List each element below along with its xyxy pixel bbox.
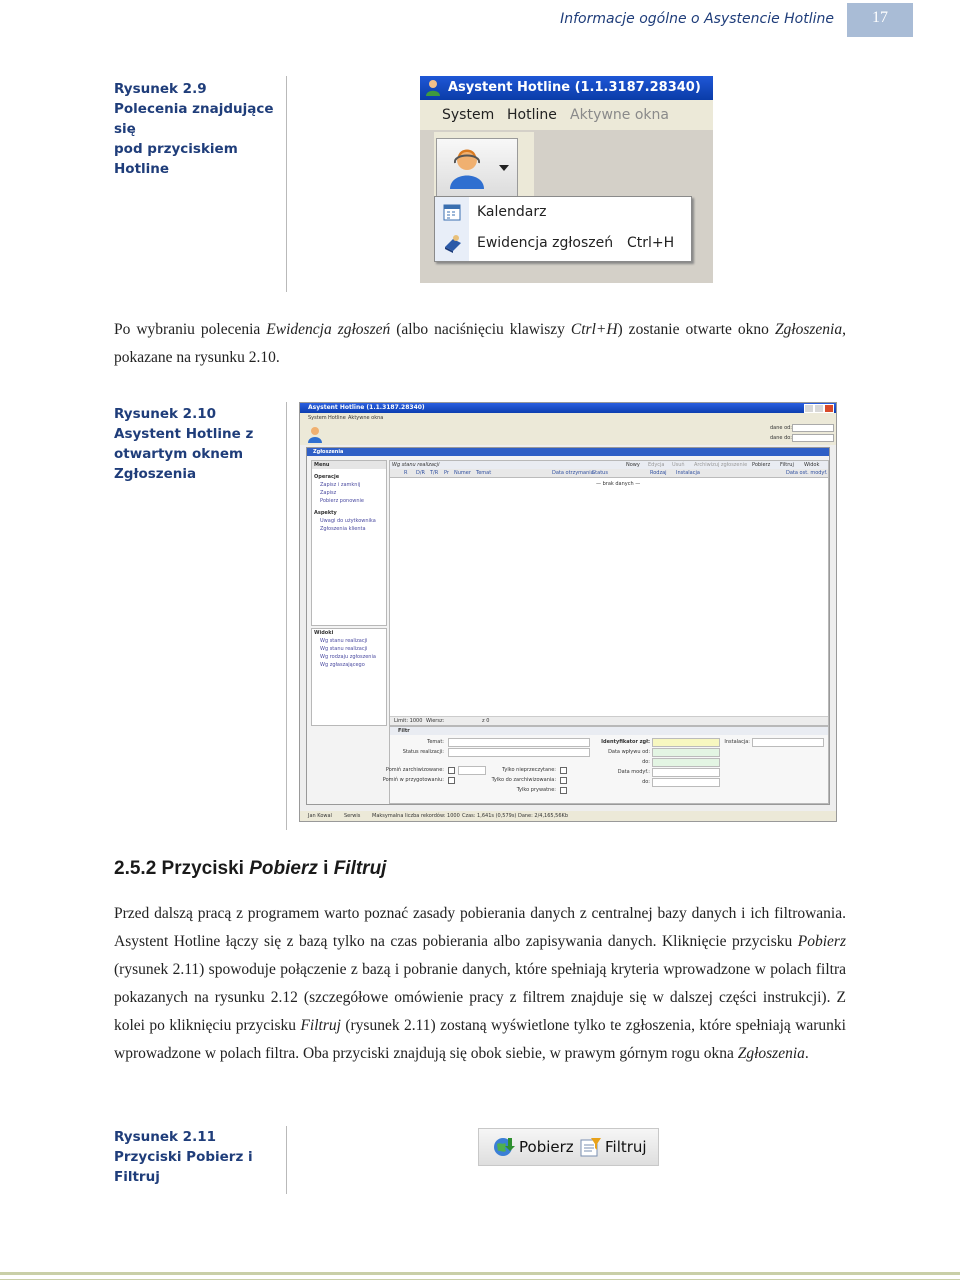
caption-divider <box>286 1126 287 1194</box>
instalacja-input[interactable] <box>752 738 824 747</box>
section-text-italic: Pobierz <box>249 858 318 879</box>
pomin-zarch-checkbox[interactable] <box>448 767 455 774</box>
view-button[interactable]: Widok <box>804 462 820 468</box>
figure-2-10-label: Rysunek 2.10 <box>114 406 216 422</box>
views-panel <box>311 628 387 726</box>
status-input[interactable] <box>448 748 590 757</box>
column-header[interactable]: Status <box>592 470 608 476</box>
section-text: Przyciski <box>156 858 250 879</box>
filter-label: Instalacja: <box>724 739 750 745</box>
page-number: 17 <box>847 3 913 37</box>
grid-toolbar <box>390 461 828 469</box>
pobierz-label: Pobierz <box>519 1138 574 1156</box>
filter-label: do: <box>642 759 650 765</box>
section-text-italic: Filtruj <box>333 858 387 879</box>
filter-label: Pomiń w przygotowaniu: <box>382 777 444 783</box>
hotline-user-icon[interactable] <box>306 425 324 443</box>
figure-2-10-screenshot <box>299 402 837 822</box>
menu-header[interactable]: Menu <box>312 461 386 469</box>
pobierz-button[interactable]: Pobierz <box>752 462 771 468</box>
grid-header <box>390 469 828 478</box>
date-to-label: dane do: <box>770 435 792 441</box>
text-italic: Ewidencja zgłoszeń <box>266 321 391 338</box>
app-title: Asystent Hotline (1.1.3187.28340) <box>448 80 701 95</box>
app-menubar <box>420 100 713 130</box>
column-header[interactable]: Numer <box>454 470 471 476</box>
status-max-records: Maksymalna liczba rekordów: 1000 <box>372 813 460 819</box>
footer-rule-thin <box>0 1279 960 1280</box>
text-italic: Zgłoszenia <box>737 1045 805 1062</box>
figure-2-9-caption-line: pod przyciskiem Hotline <box>114 141 238 177</box>
pager-row-label: Wiersz: <box>426 718 445 724</box>
operations-panel <box>311 460 387 626</box>
running-header-title: Informacje ogólne o Asystencie Hotline <box>560 11 834 27</box>
date-received-to-input[interactable] <box>652 758 720 767</box>
pager-of: z 0 <box>482 718 490 724</box>
column-header[interactable]: R <box>404 470 408 476</box>
text-italic: Filtruj <box>300 1017 341 1034</box>
new-button[interactable]: Nowy <box>626 462 640 468</box>
menu-item-ewidencja-zgloszen[interactable]: Ewidencja zgłoszeń <box>477 235 614 251</box>
text-italic: Zgłoszenia <box>774 321 843 338</box>
caption-divider <box>286 76 287 292</box>
archive-button[interactable]: Archiwizuj zgłoszenie <box>694 462 748 468</box>
pager-limit: Limit: 1000 <box>394 718 423 724</box>
column-header[interactable]: Data ost. modyf. <box>786 470 828 476</box>
book-icon <box>443 233 463 253</box>
menu-system[interactable]: System <box>308 415 327 421</box>
tylko-zarch-checkbox[interactable] <box>560 777 567 784</box>
date-received-from-input[interactable] <box>652 748 720 757</box>
aspects-header: Aspekty <box>312 509 386 517</box>
column-header[interactable]: Instalacja <box>676 470 700 476</box>
status-timing: Czas: 1,641s (0,579s) Dane: 2/4,165,56Kb <box>462 813 568 819</box>
zgloszenia-window <box>306 447 830 805</box>
filter-title <box>390 727 828 735</box>
section-text: i <box>317 858 334 879</box>
pomin-zarch-input[interactable] <box>458 766 486 775</box>
filter-label: Data wpływu od: <box>608 749 650 755</box>
menu-item-kalendarz[interactable]: Kalendarz <box>477 204 547 220</box>
aspect-item[interactable]: Uwagi do użytkownika <box>320 518 376 524</box>
hotline-dropdown-menu <box>434 196 692 262</box>
date-from-label: dane od: <box>770 425 792 431</box>
section-number: 2.5.2 <box>114 858 157 879</box>
filter-label: Tylko do zarchiwizowania: <box>491 777 556 783</box>
section-heading <box>114 858 386 880</box>
filter-label: Data modyf.: <box>617 769 650 775</box>
filter-label: Status realizacji: <box>402 749 444 755</box>
filtruj-label: Filtruj <box>605 1138 647 1156</box>
tylko-nieprz-checkbox[interactable] <box>560 767 567 774</box>
hotline-button[interactable] <box>436 138 518 198</box>
calendar-icon <box>443 203 461 221</box>
filtruj-button[interactable] <box>579 1136 651 1158</box>
status-user: Jan Kowal <box>308 813 332 819</box>
filter-label: Tylko nieprzeczytane: <box>502 767 556 773</box>
text: ) zostanie otwarte okno <box>617 321 775 338</box>
app-titlebar <box>420 76 713 100</box>
filter-label: Tylko prywatne: <box>516 787 556 793</box>
menu-hotline[interactable]: Hotline <box>328 415 346 421</box>
figure-2-11-label: Rysunek 2.11 <box>114 1129 216 1145</box>
text-italic: Pobierz <box>797 933 846 950</box>
menu-active-windows[interactable]: Aktywne okna <box>570 107 669 123</box>
filter-title-text: Filtr <box>398 728 410 734</box>
date-from-input[interactable] <box>792 424 834 432</box>
maximize-button[interactable] <box>814 404 824 413</box>
minimize-button[interactable] <box>804 404 814 413</box>
pobierz-button[interactable] <box>493 1136 574 1158</box>
filter-icon <box>579 1136 601 1158</box>
delete-button[interactable]: Usuń <box>672 462 685 468</box>
app-title: Asystent Hotline (1.1.3187.28340) <box>308 404 425 411</box>
view-item[interactable]: Wg stanu realizacji <box>320 646 368 652</box>
filter-label: Pomiń zarchiwizowane: <box>385 767 444 773</box>
figure-2-9-caption <box>114 79 284 179</box>
text: , pokazane na rysunku 2.10. <box>114 321 846 366</box>
date-modified-to-input[interactable] <box>652 778 720 787</box>
figure-2-10-caption-line: otwartym oknem <box>114 446 244 462</box>
figure-2-9-label: Rysunek 2.9 <box>114 81 207 97</box>
figure-2-11-caption <box>114 1127 284 1187</box>
grid-pager <box>390 716 828 725</box>
text-italic: Ctrl+H <box>570 321 618 338</box>
temat-input[interactable] <box>448 738 590 747</box>
view-item[interactable]: Wg zgłaszającego <box>320 662 365 668</box>
date-to-input[interactable] <box>792 434 834 442</box>
views-header: Widoki <box>312 629 386 637</box>
no-data-text: — brak danych — <box>596 481 641 487</box>
user-icon <box>425 79 441 96</box>
close-button[interactable] <box>824 404 834 413</box>
aspect-item[interactable]: Zgłoszenia klienta <box>320 526 366 532</box>
column-header[interactable]: T/R <box>430 470 439 476</box>
text: (rysunek 2.11) zostaną wyświetlone tylko te zgłoszenia, które spełniają warunki wprowadzone w polach filtra. Oba przyciski znajdują się obok siebie, w prawym górnym rogu okna <box>114 1017 846 1062</box>
app-toolbar <box>300 423 836 445</box>
figure-2-10-caption-line: Zgłoszenia <box>114 466 197 482</box>
view-item[interactable]: Wg rodzaju zgłoszenia <box>320 654 376 660</box>
operation-item[interactable]: Pobierz ponownie <box>320 498 364 504</box>
figure-2-11-caption-line: Przyciski Pobierz i Filtruj <box>114 1149 253 1185</box>
view-item[interactable]: Wg stanu realizacji <box>320 638 368 644</box>
caption-divider <box>286 402 287 830</box>
figure-2-10-caption <box>114 404 284 484</box>
column-header[interactable]: Rodzaj <box>650 470 667 476</box>
column-header[interactable]: Temat <box>476 470 492 476</box>
figure-2-11-screenshot <box>478 1128 659 1166</box>
text: Przed dalszą pracą z programem warto poznać zasady pobierania danych z centralnej bazy danych i ich filtrowania. Asystent Hotline łączy się z bazą tylko na czas pobierania albo zapisywania danych. Kliknięcie przycisku <box>114 905 846 950</box>
text: . <box>804 1045 809 1062</box>
grid-title: Wg stanu realizacji <box>392 462 440 468</box>
operations-header: Operacje <box>312 473 386 481</box>
filter-label: Temat: <box>427 739 444 745</box>
text: Po wybraniu polecenia <box>114 321 267 338</box>
globe-download-icon <box>493 1136 515 1158</box>
column-header[interactable]: Pr <box>444 470 449 476</box>
pomin-przyg-checkbox[interactable] <box>448 777 455 784</box>
column-header[interactable]: Data otrzymania <box>552 470 594 476</box>
figure-2-9-caption-line: Polecenia znajdujące się <box>114 101 274 137</box>
status-role: Serwis <box>344 813 361 819</box>
figure-2-9-screenshot <box>420 76 713 283</box>
window-title-text: Zgłoszenia <box>313 449 344 455</box>
paragraph-intro <box>114 316 846 372</box>
column-header[interactable]: D/R <box>416 470 426 476</box>
hotline-user-icon <box>447 147 487 189</box>
filter-label: do: <box>642 779 650 785</box>
status-bar <box>300 811 836 821</box>
operation-item[interactable]: Zapisz i zamknij <box>320 482 361 488</box>
menu-active-windows[interactable]: Aktywne okna <box>348 415 384 421</box>
footer-rule <box>0 1272 960 1275</box>
filter-panel <box>382 726 829 804</box>
app-titlebar <box>300 403 836 413</box>
window-title <box>307 448 829 456</box>
tylko-prywatne-checkbox[interactable] <box>560 787 567 794</box>
records-grid <box>389 460 829 726</box>
menu-system[interactable]: System <box>442 107 495 123</box>
figure-2-10-caption-line: Asystent Hotline z <box>114 426 254 442</box>
paragraph-pobierz-filtruj <box>114 900 846 1068</box>
menu-item-shortcut: Ctrl+H <box>627 235 675 251</box>
filter-label: Identyfikator zgł: <box>601 739 650 745</box>
filtruj-button[interactable]: Filtruj <box>780 462 794 468</box>
date-modified-from-input[interactable] <box>652 768 720 777</box>
edit-button[interactable]: Edycja <box>648 462 665 468</box>
operation-item[interactable]: Zapisz <box>320 490 337 496</box>
text: (rysunek 2.11) spowoduje połączenie z bazą i pobranie danych, które spełniają kryteria wprowadzone w polach filtra pokazanych na rysunku 2.12 (szczegółowe omówienie pracy z filtrem znajduje się w dalszej części instrukcji). Z kolei po kliknięciu przycisku <box>114 961 846 1034</box>
text: (albo naciśnięciu klawiszy <box>390 321 571 338</box>
menu-hotline[interactable]: Hotline <box>507 107 557 123</box>
chevron-down-icon <box>499 165 509 171</box>
app-menubar <box>300 413 836 423</box>
